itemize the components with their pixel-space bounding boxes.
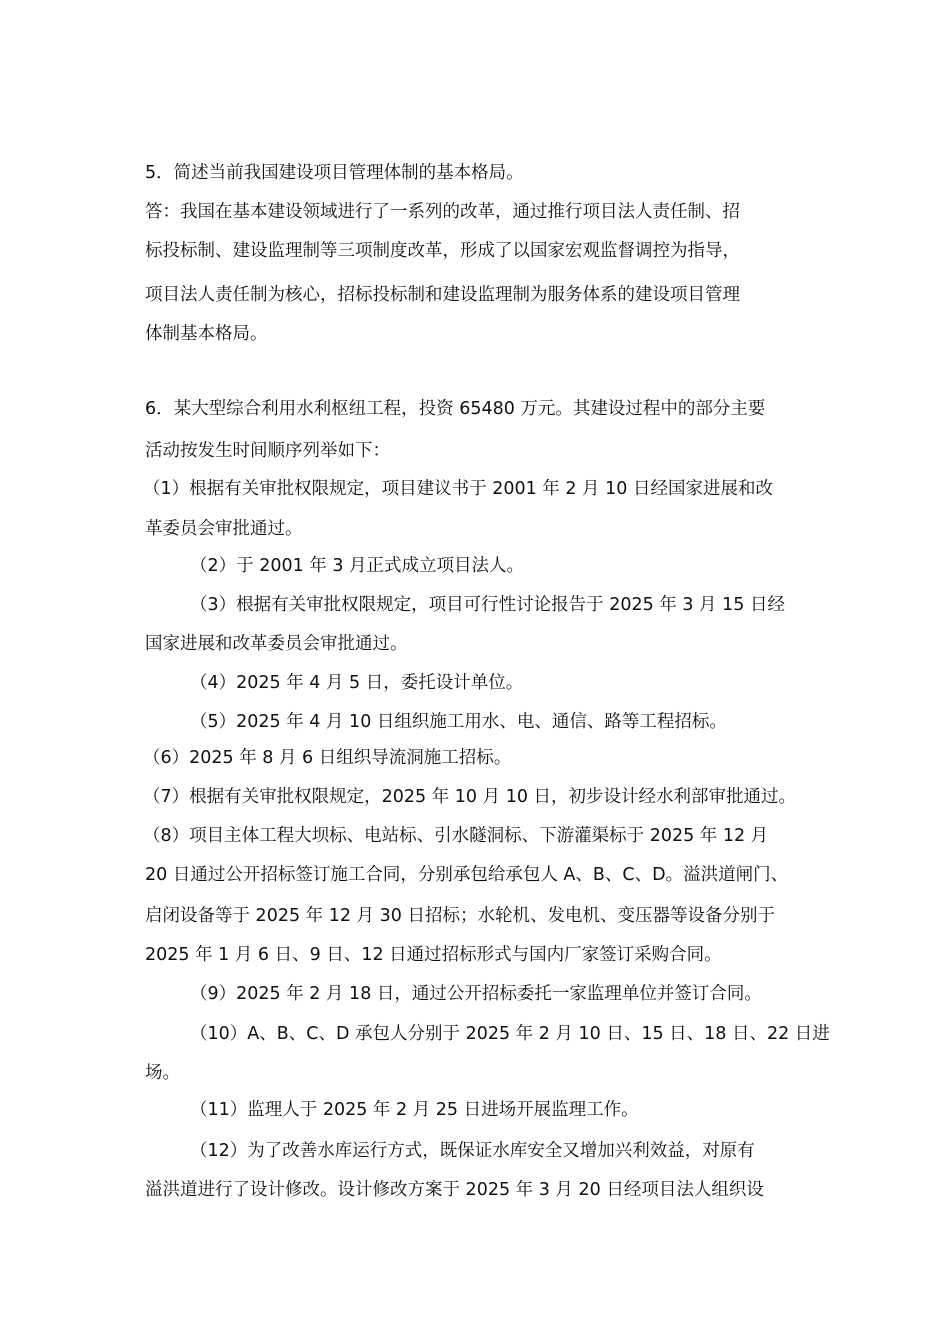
item-3-line-2: 国家进展和改革委员会审批通过。 [145, 634, 408, 654]
item-7: （7）根据有关审批权限规定，2025 年 10 月 10 日，初步设计经水利部审批通过。 [143, 787, 797, 807]
answer-5-line-2: 标投标制、建设监理制等三项制度改革，形成了以国家宏观监督调控为指导， [145, 241, 740, 261]
item-8-line-2: 20 日通过公开招标签订施工合同，分别承包给承包人 A、B、C、D。溢洪道闸门、 [145, 865, 789, 885]
item-5: （5）2025 年 4 月 10 日组织施工用水、电、通信、路等工程招标。 [190, 712, 727, 732]
item-9: （9）2025 年 2 月 18 日，通过公开招标委托一家监理单位并签订合同。 [190, 984, 762, 1004]
item-8-line-4: 2025 年 1 月 6 日、9 日、12 日通过招标形式与国内厂家签订采购合同。 [145, 945, 722, 965]
item-12-line-1: （12）为了改善水库运行方式，既保证水库安全又增加兴利效益，对原有 [190, 1141, 755, 1161]
answer-5-line-3: 项目法人责任制为核心，招标投标制和建设监理制为服务体系的建设项目管理 [145, 285, 740, 305]
item-6: （6）2025 年 8 月 6 日组织导流洞施工招标。 [143, 748, 512, 768]
item-1-line-1: （1）根据有关审批权限规定，项目建议书于 2001 年 2 月 10 日经国家进展和改 [143, 479, 773, 499]
item-1-line-2: 革委员会审批通过。 [145, 519, 303, 539]
item-3-line-1: （3）根据有关审批权限规定，项目可行性讨论报告于 2025 年 3 月 15 日经 [190, 595, 785, 615]
answer-5-line-4: 体制基本格局。 [145, 324, 268, 344]
answer-5-line-1: 答：我国在基本建设领域进行了一系列的改革，通过推行项目法人责任制、招 [145, 202, 740, 222]
item-10-line-1: （10）A、B、C、D 承包人分别于 2025 年 2 月 10 日、15 日、18 日、22 日进 [190, 1024, 830, 1044]
item-2: （2）于 2001 年 3 月正式成立项目法人。 [190, 556, 525, 576]
question-6-line-2: 活动按发生时间顺序列举如下： [145, 441, 390, 461]
item-10-line-2: 场。 [145, 1063, 180, 1083]
item-8-line-1: （8）项目主体工程大坝标、电站标、引水隧洞标、下游灌渠标于 2025 年 12 月 [143, 826, 769, 846]
item-4: （4）2025 年 4 月 5 日，委托设计单位。 [190, 673, 524, 693]
question-6-line-1: 6．某大型综合利用水利枢纽工程，投资 65480 万元。其建设过程中的部分主要 [145, 399, 766, 419]
question-5-title: 5．简述当前我国建设项目管理体制的基本格局。 [145, 163, 524, 183]
item-8-line-3: 启闭设备等于 2025 年 12 月 30 日招标；水轮机、发电机、变压器等设备分别于 [145, 906, 775, 926]
item-12-line-2: 溢洪道进行了设计修改。设计修改方案于 2025 年 3 月 20 日经项目法人组织设 [145, 1180, 764, 1200]
item-11: （11）监理人于 2025 年 2 月 25 日进场开展监理工作。 [190, 1100, 639, 1120]
